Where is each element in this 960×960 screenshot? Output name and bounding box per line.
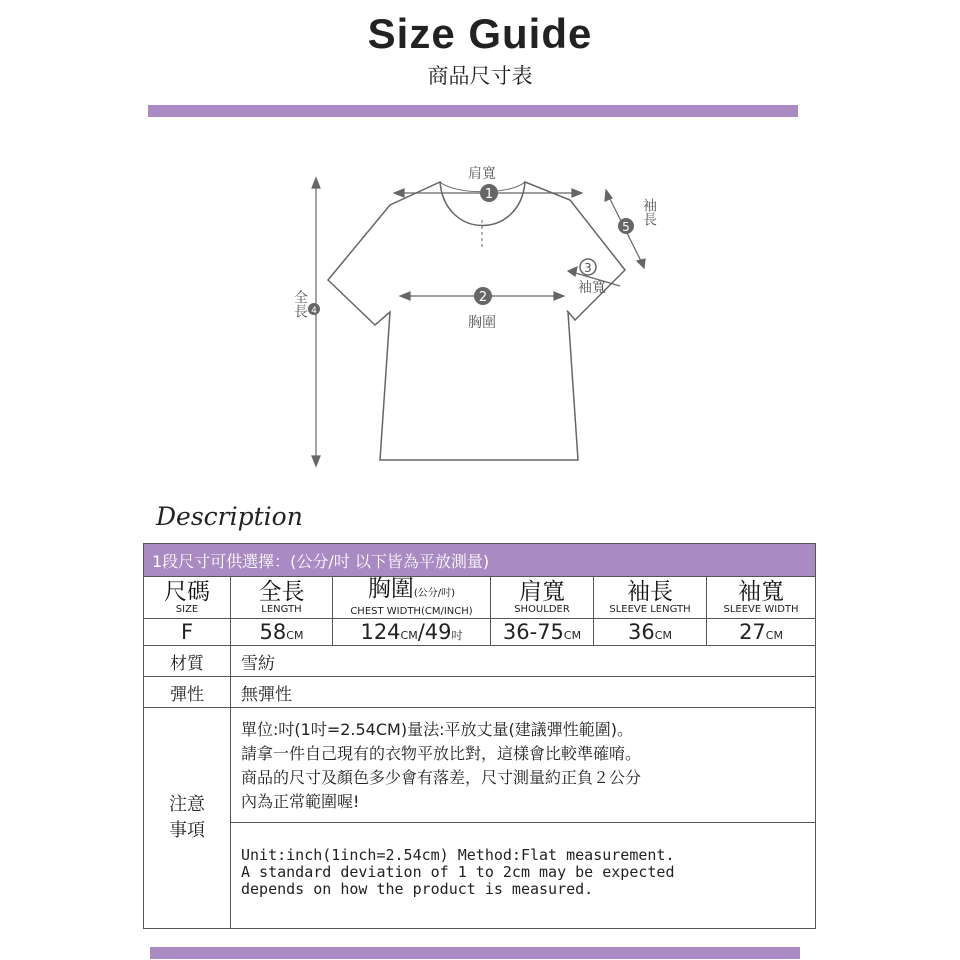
notes-english: Unit:inch(1inch=2.54cm) Method:Flat measurement. A standard deviation of 1 to 2cm may be expected depends on how the product is measured. bbox=[241, 846, 675, 898]
length-value: 58CM bbox=[231, 619, 333, 646]
notes-label: 注意 事項 bbox=[144, 708, 231, 929]
elasticity-row bbox=[144, 677, 816, 708]
col-chest: 胸圍(公分/吋) CHEST WIDTH(CM/INCH) bbox=[333, 577, 491, 619]
chest-value: 124CM/49吋 bbox=[333, 619, 491, 646]
material-label: 材質 bbox=[144, 646, 231, 677]
table-header: 1段尺寸可供選擇：(公分/吋 以下皆為平放測量) bbox=[144, 544, 816, 577]
num-5-icon bbox=[618, 218, 634, 234]
svg-text:1: 1 bbox=[484, 187, 494, 202]
top-divider bbox=[148, 105, 798, 117]
page-title: Size Guide bbox=[367, 10, 593, 57]
col-shoulder: 肩寬 SHOULDER bbox=[491, 577, 594, 619]
col-sleeve-length: 袖長 SLEEVE LENGTH bbox=[594, 577, 707, 619]
page-subtitle: 商品尺寸表 bbox=[427, 64, 533, 88]
sleeve-length-label: 袖長 bbox=[641, 198, 657, 226]
material-row bbox=[144, 646, 816, 677]
sleeve-length-value: 36CM bbox=[594, 619, 707, 646]
num-4-icon bbox=[308, 303, 320, 316]
svg-text:4: 4 bbox=[311, 306, 317, 316]
description-heading: Description bbox=[156, 502, 303, 531]
bottom-divider bbox=[150, 947, 800, 959]
shoulder-value: 36-75CM bbox=[491, 619, 594, 646]
col-length: 全長 LENGTH bbox=[231, 577, 333, 619]
material-value: 雪紡 bbox=[231, 646, 816, 677]
svg-text:3: 3 bbox=[584, 261, 592, 275]
col-sleeve-width: 袖寬 SLEEVE WIDTH bbox=[707, 577, 816, 619]
chest-label: 胸圍 bbox=[468, 315, 496, 331]
sleeve-width-label: 袖寬 bbox=[578, 280, 606, 296]
notes-chinese: 單位:吋(1吋=2.54CM)量法:平放丈量(建議彈性範圍)。 請拿一件自己現有的衣物平放比對，這樣會比較準確唷。 商品的尺寸及顏色多少會有落差，尺寸測量約正負２公分 內為正常範圍喔! bbox=[231, 708, 815, 823]
table-row bbox=[144, 619, 816, 646]
size-table bbox=[143, 543, 816, 929]
svg-text:5: 5 bbox=[622, 220, 630, 234]
notes-row bbox=[144, 708, 816, 929]
num-1-icon bbox=[480, 184, 498, 202]
elasticity-label: 彈性 bbox=[144, 677, 231, 708]
sleeve-width-value: 27CM bbox=[707, 619, 816, 646]
num-3-icon bbox=[580, 259, 596, 275]
svg-text:2: 2 bbox=[478, 290, 488, 305]
size-value: F bbox=[144, 619, 231, 646]
num-2-icon bbox=[474, 287, 492, 305]
column-header-row bbox=[144, 577, 816, 619]
length-label: 全長 bbox=[292, 290, 308, 318]
shoulder-label: 肩寬 bbox=[468, 166, 496, 182]
garment-diagram bbox=[280, 160, 680, 480]
col-size: 尺碼 SIZE bbox=[144, 577, 231, 619]
elasticity-value: 無彈性 bbox=[231, 677, 816, 708]
